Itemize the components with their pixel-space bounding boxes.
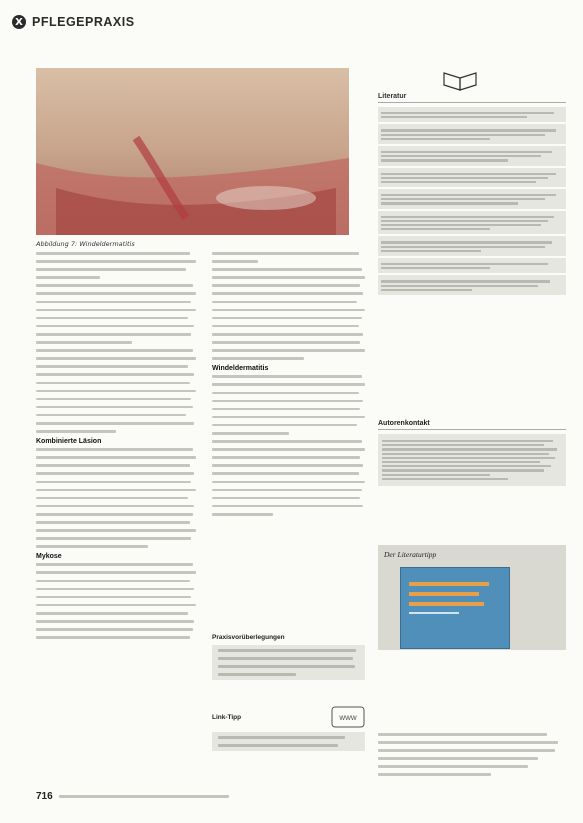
book-cover-image xyxy=(400,567,510,649)
logo-icon: X xyxy=(12,15,26,29)
praxis-box-title: Praxisvorüberlegungen xyxy=(212,634,285,641)
subhead-windeldermatitis: Windeldermatitis xyxy=(212,365,269,373)
www-icon xyxy=(331,706,365,728)
subhead-mykose: Mykose xyxy=(36,553,62,561)
figure-caption: Abbildung 7: Windeldermatitis xyxy=(36,240,135,248)
subhead-kombinierte-laesion: Kombinierte Läsion xyxy=(36,438,102,446)
svg-text:www: www xyxy=(339,713,357,722)
literatur-title: Literatur xyxy=(378,93,566,103)
body-column-1 xyxy=(36,252,196,644)
literaturtipp-reference xyxy=(378,733,566,782)
literaturtipp-title: Der Literaturtipp xyxy=(384,550,437,559)
section-title: PFLEGEPRAXIS xyxy=(32,15,135,29)
page-footer xyxy=(36,791,229,802)
literaturtipp-panel xyxy=(378,545,566,650)
link-tipp-box xyxy=(212,706,365,751)
autorenkontakt-section xyxy=(378,420,566,488)
autorenkontakt-title: Autorenkontakt xyxy=(378,420,566,430)
section-header xyxy=(12,12,135,32)
book-open-icon xyxy=(440,70,480,94)
praxis-box xyxy=(212,634,365,680)
literatur-section xyxy=(378,93,566,297)
body-column-2 xyxy=(212,252,365,521)
wound-photo xyxy=(36,68,349,235)
link-tipp-title: Link-Tipp xyxy=(212,713,242,721)
page-number: 716 xyxy=(36,791,53,802)
